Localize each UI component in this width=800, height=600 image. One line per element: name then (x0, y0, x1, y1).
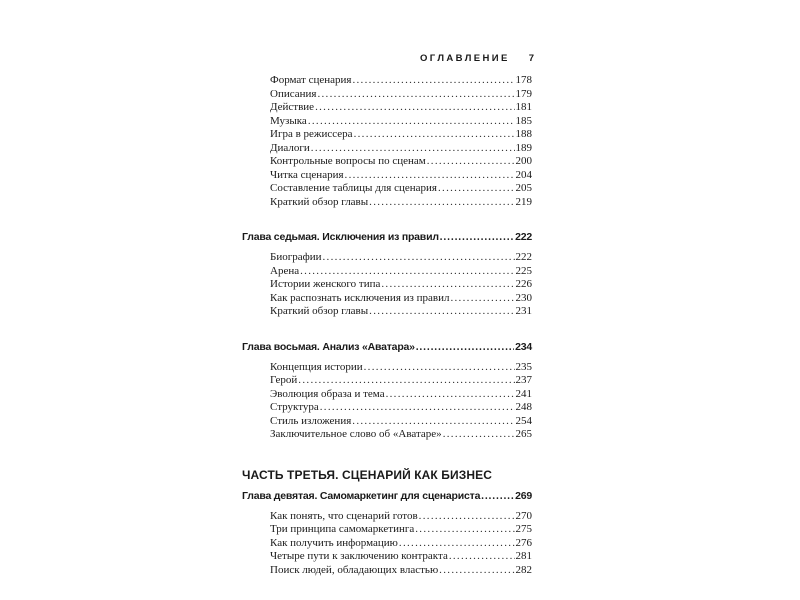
toc-entry-page: 248 (515, 401, 532, 413)
toc-entry-page: 185 (515, 114, 532, 127)
toc-entry (242, 428, 532, 442)
toc-entry (242, 415, 532, 429)
toc-entry-page: 226 (515, 278, 532, 290)
toc-entry-title: Концепция истории (270, 360, 363, 373)
toc-entry-title: Описания (270, 87, 317, 100)
leader-dots (440, 231, 514, 245)
chapter-title: Глава восьмая. Анализ «Аватара» (242, 340, 415, 353)
toc-entry-page: 205 (515, 182, 532, 194)
toc-entry-title: Игра в режиссера (270, 128, 353, 140)
chapter-page: 269 (515, 489, 532, 502)
toc-entry-title: Формат сценария (270, 74, 352, 86)
leader-dots (415, 523, 514, 537)
toc-entry-title: Краткий обзор главы (270, 195, 369, 208)
toc-entry (242, 292, 532, 306)
toc-entry-title: Арена (270, 264, 300, 277)
toc-entry-page: 178 (515, 74, 532, 86)
chapter-heading (242, 340, 532, 354)
toc-entry-title: Как получить информацию (270, 536, 398, 549)
toc-entry-title: Краткий обзор главы (270, 305, 369, 317)
toc-entry (242, 265, 532, 279)
toc-entry-title: Биографии (270, 251, 322, 263)
part-heading: ЧАСТЬ ТРЕТЬЯ. СЦЕНАРИЙ КАК БИЗНЕС (242, 467, 492, 482)
toc-entry-title: Действие (270, 101, 315, 113)
chapter-title: Глава девятая. Самомаркетинг для сценариста (242, 489, 481, 502)
leader-dots (427, 155, 515, 169)
toc-entry (242, 251, 532, 265)
toc-entry-page: 200 (515, 155, 532, 167)
toc-entry-page: 189 (515, 141, 532, 154)
leader-dots (315, 101, 514, 115)
leader-dots (419, 510, 515, 524)
toc-entry-page: 225 (515, 264, 532, 277)
leader-dots (381, 278, 514, 292)
chapter-heading (242, 489, 532, 503)
toc-entry (242, 305, 532, 319)
toc-entry-page: 219 (515, 195, 532, 208)
leader-dots (320, 401, 515, 415)
toc-entry (242, 510, 532, 524)
leader-dots (352, 74, 514, 88)
toc-entry (242, 115, 532, 129)
leader-dots (438, 182, 515, 196)
toc-entry-page: 282 (515, 563, 532, 576)
toc-entry-title: Три принципа самомаркетинга (270, 523, 415, 535)
toc-entry (242, 278, 532, 292)
toc-entry-title: Эволюция образа и тема (270, 387, 385, 400)
toc-entry-page: 181 (515, 101, 532, 113)
toc-entry (242, 169, 532, 183)
leader-dots (345, 169, 515, 183)
running-head (420, 51, 534, 65)
toc-entry-page: 230 (515, 291, 532, 304)
toc-entry-title: Герой (270, 374, 298, 386)
page-number: 7 (528, 52, 534, 64)
leader-dots (317, 88, 514, 102)
leader-dots (399, 537, 515, 551)
leader-dots (354, 128, 515, 142)
toc-entry-page: 188 (515, 128, 532, 140)
toc-entry (242, 361, 532, 375)
toc-entry (242, 537, 532, 551)
leader-dots (416, 341, 514, 355)
leader-dots (298, 374, 514, 388)
toc-entry (242, 155, 532, 169)
toc-entry-title: Заключительное слово об «Аватаре» (270, 428, 442, 440)
leader-dots (311, 142, 515, 156)
toc-entry-title: Стиль изложения (270, 414, 352, 427)
toc-entry-page: 235 (515, 360, 532, 373)
chapter-title: Глава седьмая. Исключения из правил (242, 231, 439, 243)
toc-entry (242, 564, 532, 578)
toc-entry (242, 88, 532, 102)
toc-entry (242, 374, 532, 388)
leader-dots (323, 251, 515, 265)
toc-entry (242, 550, 532, 564)
toc-entry-page: 204 (515, 168, 532, 181)
toc-entry-page: 231 (515, 305, 532, 317)
toc-entry-page: 265 (515, 428, 532, 440)
toc-entry-title: Четыре пути к заключению контракта (270, 550, 448, 562)
leader-dots (300, 265, 514, 279)
leader-dots (481, 490, 514, 504)
toc-entry (242, 401, 532, 415)
leader-dots (386, 388, 515, 402)
toc-entry-title: Читка сценария (270, 168, 344, 181)
leader-dots (369, 196, 514, 210)
toc-entry-title: Контрольные вопросы по сценам (270, 155, 426, 167)
toc-entry-title: Как понять, что сценарий готов (270, 509, 418, 522)
leader-dots (450, 292, 514, 306)
toc-entry-page: 222 (515, 251, 532, 263)
toc-entry (242, 74, 532, 88)
toc-entry-title: Как распознать исключения из правил (270, 291, 450, 304)
leader-dots (308, 115, 515, 129)
leader-dots (449, 550, 515, 564)
chapter-page: 222 (515, 231, 532, 243)
table-of-contents (242, 74, 532, 577)
leader-dots (439, 564, 514, 578)
leader-dots (369, 305, 514, 319)
toc-entry-title: Составление таблицы для сценария (270, 182, 437, 194)
running-head-title: ОГЛАВЛЕНИЕ (420, 52, 510, 64)
toc-entry (242, 101, 532, 115)
leader-dots (443, 428, 515, 442)
toc-entry-page: 237 (515, 374, 532, 386)
toc-entry (242, 128, 532, 142)
toc-entry-title: Истории женского типа (270, 278, 381, 290)
chapter-page: 234 (515, 340, 532, 353)
toc-entry-title: Структура (270, 401, 319, 413)
toc-entry-title: Музыка (270, 114, 307, 127)
toc-entry (242, 388, 532, 402)
toc-entry (242, 196, 532, 210)
leader-dots (364, 361, 515, 375)
toc-entry-title: Диалоги (270, 141, 310, 154)
toc-entry (242, 142, 532, 156)
toc-entry (242, 182, 532, 196)
toc-entry-page: 254 (515, 414, 532, 427)
leader-dots (352, 415, 514, 429)
toc-entry (242, 523, 532, 537)
toc-entry-page: 270 (515, 509, 532, 522)
toc-entry-page: 281 (515, 550, 532, 562)
toc-entry-page: 241 (515, 387, 532, 400)
toc-entry-title: Поиск людей, обладающих властью (270, 563, 439, 576)
toc-entry-page: 276 (515, 536, 532, 549)
toc-entry-page: 179 (515, 87, 532, 100)
toc-entry-page: 275 (515, 523, 532, 535)
chapter-heading (242, 230, 532, 244)
